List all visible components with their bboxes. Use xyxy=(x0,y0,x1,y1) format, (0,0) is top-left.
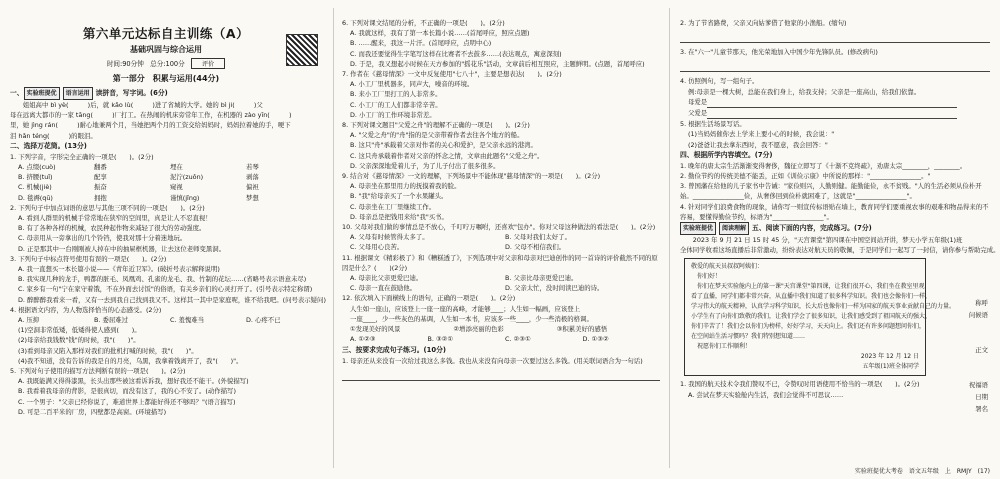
option: A. 我就这样，我有了第一本长篇小说……(首尾呼应，照应点题) xyxy=(350,29,530,38)
question: 3. 下列句子中标点符号使用有误的一项是( )。(2分) xyxy=(10,254,167,263)
exam-meta xyxy=(10,58,322,69)
option-row: C. 母亲一直在鼓励他。 D. 父亲太忙，没时间读巴迪的诗。 xyxy=(350,284,604,293)
answer-line[interactable] xyxy=(342,371,660,381)
part-heading: 第一部分 积累与运用(44分) xyxy=(112,74,220,83)
option: C. 而我还要觉得生字笔写这样在比赛者不去鼓多……(表达观点，寓意深刻) xyxy=(350,49,562,58)
letter-line: 你们在梦天实验舱内上的第一课"天宫课堂"第四课，让我们很开心，我们坐在教室里观 xyxy=(691,283,925,291)
option-row: C. 机械(jiè) 振奋 窥视 偏袒 xyxy=(18,183,259,192)
option: A. "父爱之舟"的"舟"指的是父亲带着作者去往各个地方的船。 xyxy=(350,131,524,140)
option-row: ①发现美好的风景 ②增添亮丽的色彩 ③积累美好的感悟 xyxy=(350,325,608,334)
option: B. 来小工厂里打工的人非常多。 xyxy=(350,90,442,99)
question: 5. 下列对句子使用的描写方法判断有误的一项是( )。(2分) xyxy=(10,367,186,376)
passage-line: 2023 年 9 月 21 日 15 时 45 分，"天宫课堂"第四课在中国空间站开讲，梦天小学五年级(1)班 xyxy=(680,236,963,245)
option: B. "我"给母亲买了一个水果罐头。 xyxy=(350,192,448,201)
option-row: B. 挤腰(tuǐ) 配享 泥泞(zuǒn) 剥落 xyxy=(18,173,259,182)
question: 2. 为了节省路费，父亲又向姑爹借了他家的小渔船。(缩句) xyxy=(680,19,847,27)
page-title: 第六单元达标自主训练（A） xyxy=(82,26,250,41)
option: D. 醉醉醉我看来一看，又有一去到我自己找到我又不。这样其一其中是家庭呢，谁不给我吧。(问号表示疑问) xyxy=(18,295,326,304)
letter-part-label: 称呼 xyxy=(975,299,988,307)
sub-question: (2)爸爸让我去拿东西时，我不愿意，我会回答：" xyxy=(688,140,828,149)
answer-line[interactable] xyxy=(707,97,957,108)
column-right xyxy=(670,0,1000,479)
question: 11. 根据课文《精彩极了》和《糟糕透了》，下列选项中对父亲和母亲对巴迪创作的同一首诗的评价截然不同的原因是什么？( )(2分) xyxy=(342,253,658,272)
option: D. 母亲总是把钱用来给"我"买书。 xyxy=(350,212,448,221)
option: C. 一个男子："父亲已经你说了，难道世界上都能好得还不够吗？"(语言描写) xyxy=(18,397,236,406)
letter-part-label: 日期 xyxy=(975,393,988,401)
option-row: A. ①②③ B. ③②① C. ②③① D. ①③② xyxy=(350,335,609,344)
question: 3. 在"六一"儿童节那天，他光荣地加入中国少年先锋队员。(修改病句) xyxy=(680,48,878,57)
section-3-title: 三、按要求完成句子练习。(10分) xyxy=(342,345,447,354)
option: A. 我既能满又得得漆黑，长头出那些被这看诉诉我，想好我还不能干。(外貌描写) xyxy=(18,377,249,386)
fill-prompt: 父爱是 xyxy=(680,108,990,119)
letter-line: 学习伟大的航天精神，认真学习科学知识，长大后也像你们一样为国家的航天事业贡献自己的力量。 xyxy=(691,303,956,311)
answer-line[interactable] xyxy=(680,62,990,72)
option: B. 我实现几种的龙手，鸭都的脏毛、凤凰鸡、孔雀的龙毛、我、竹制的花坛……(省略号表示语意未尽) xyxy=(18,275,307,284)
letter-part-label: 署名 xyxy=(975,405,988,413)
letter-part-label: 祝福语 xyxy=(968,381,988,389)
score-box[interactable]: 评价 xyxy=(191,58,225,69)
sub-question: (3)看到母亲又陷入那样对我们的批机打喊的时候，我"( )"。 xyxy=(18,346,198,355)
fill-prompt: 母爱是 xyxy=(680,97,990,108)
section-tag: 实验班提优 xyxy=(680,222,716,235)
option: B. 有了各种各样的机械，农民种起作物来减轻了很大的劳动强度。 xyxy=(18,224,206,233)
section-2-title: 二、选择万花筒。(13分) xyxy=(10,141,87,150)
option: A. 小工厂里机器多，同声大，噪音的环境。 xyxy=(350,80,474,89)
question: 6. 下列对课文结尾的分析，不正确的一项是( )。(2分) xyxy=(342,19,505,27)
option: D. 小工厂的工作环境非常差。 xyxy=(350,110,436,119)
letter-part-label: 问候语 xyxy=(968,311,988,319)
question: 1. 母亲还从来没有一次给过我这么多钱。我也从来没有向母亲一次要过这么多钱。(用关联词语合为一句话) xyxy=(342,356,643,365)
option: B. 这只"舟"承载着父亲对作者的关心和爱护，是父亲永远的港湾。 xyxy=(350,141,537,150)
column-middle xyxy=(334,0,668,479)
letter-line: 小学生有了向你们致敬的我们，让我们学会了很多知识，让我们感受到了祖国航天的强大， xyxy=(691,313,932,321)
question: 1. 我国的航天技术令我们赞叹不已，令赞叹时用语使用不恰当的一项是( )。(2分) xyxy=(680,380,920,389)
option: A. 我一直想买一本长篇小说——《青年近卫军》。(破折号表示解释说明) xyxy=(18,265,220,274)
option: C. 母亲坐在工厂里继续工作。 xyxy=(350,202,436,211)
example: 例:母亲是一棵大树，总能在我们身上，给我支持；父亲是一座高山，给我们依靠。 xyxy=(688,87,921,96)
section-5-title: 实验班提优 阅读理解 五、阅读下面的内容，完成练习。(7分) xyxy=(680,222,990,235)
passage-line: 母在远离大都市的一家 tāng( )厂打工。在热闹的机床旁常年工作，在机器的 zào yīn( ) xyxy=(10,111,292,120)
question: 8. 下列对课文题目"父爱之舟"的理解不正确的一项是( )。(2分) xyxy=(342,121,530,130)
fill-question: 3. 曾国藩在给他的儿子家书中告诫："家俭则兴，人勤则健。能勤能俭，永不贫贱。"人的生活必须从俭朴开始。________________俭，从奢侈回到俭朴就困难了，这就是"________________"。 xyxy=(680,182,982,201)
letter-line: 看了直播，同学们都非常兴奋，从直播中我们知道了很多科学知识。我们也会像你们一样， xyxy=(691,293,932,301)
section-4-title: 四、根据所学内容填空。(7分) xyxy=(680,150,773,159)
option: A. 尝试在梦天实验舱内生活，我们会觉得不可思议…… xyxy=(688,390,844,399)
letter-box xyxy=(684,258,956,376)
fill-question: 4. 针对同学们浪费食物的现象，请你写一则宣传标语贴在墙上，教育同学们要重视农事的艰难和物品得来的不容易，要懂得勤俭节约，标语为"________________"。 xyxy=(680,202,989,221)
option-row: A. 点缀(cuò) 翻番 埋在 若琴 xyxy=(18,163,259,172)
letter-date: 2023 年 12 月 12 日 xyxy=(860,353,919,361)
page-footer: 实验班提优大考卷 语文五年级 上 RMJY (17) xyxy=(854,468,990,475)
option: B. 我看着我母亲的背影，是很真切，而没有这了，我的心不安了。(动作描写) xyxy=(18,387,236,396)
option-row: C. 父母用心良苦。 D. 父母不相信我们。 xyxy=(350,243,566,252)
option: D. 父亲深深地爱着儿子，为了儿子付出了很多很多。 xyxy=(350,161,500,170)
option: D. 于是，我又想起小时候在天方参加的"摇花乐"活动，文章前后相互照应，主题鲜明。(点题，首尾呼应) xyxy=(350,59,645,68)
option-row: A. 父母有时候管得太多了。 B. 父母对我们太好了。 xyxy=(350,233,571,242)
letter-line: 在空间站生活习惯吗？我们特别想知道…… xyxy=(691,333,806,341)
question: 9. 结合对《慈母情深》一文的理解，下列场景中不能体现"慈母情深"的一项是( )。(2分) xyxy=(342,172,601,181)
column-left xyxy=(0,0,332,479)
fill-question: 2. 勤俭节约的传统美德不能丢，正如《训俭示康》中所说的那样："________________。" xyxy=(680,172,931,181)
question: 10. 父母对我们做的事情总是不放心，千叮咛万嘱咐，还喜欢"包办"。你对父母这种做法的看法是( )。(2分) xyxy=(342,223,656,232)
fill-question: 1. 晚年的唐太宗生活渐渐变得奢侈，魏征立即写了《十渐不克终疏》，劝唐太宗________，________。 xyxy=(680,161,967,170)
option: B. ……醒来，我这一片汗。(首尾呼应，点明中心) xyxy=(350,39,492,48)
letter-part-label: 正文 xyxy=(975,346,988,354)
option: C. 这只舟承载着作者对父亲的怀念之情，文章由此题名"父爱之舟"。 xyxy=(350,151,544,160)
option: A. 看到人群里的机械手常常地在狭窄的空间里，真是让人不忍直视！ xyxy=(18,214,212,223)
section-tag: 实验班提优 xyxy=(24,87,60,100)
option: C. 母亲用从一旁拿出的几个铃铛，使我对那十分着迷地玩。 xyxy=(18,234,187,243)
qr-code-icon xyxy=(286,34,318,66)
option-row: A. 压抑 B. 委屈难过 C. 羞愧难当 D. 心疼不已 xyxy=(18,316,281,325)
sub-question: (2)母亲给我钱数"钱"的时候，我"( )"。 xyxy=(18,336,140,345)
sub-question: (1)当妈妈催你去上学来上要小心的时候，我会说：" xyxy=(688,130,835,139)
question: 4. 仿照例句，写一组句子。 xyxy=(680,77,759,86)
sub-question: (1)空洞非常低矮，低矮得使人感到( )。 xyxy=(18,326,141,335)
answer-line[interactable] xyxy=(680,33,990,43)
letter-line: 你们好！ xyxy=(691,273,722,281)
option-row: D. 毯褥(qū) 拥抱 谨慎(jǐng) 梦想 xyxy=(18,193,259,202)
letter-signature: 五年级(1)班全体同学 xyxy=(862,363,919,371)
time-limit: 时间:90分钟 xyxy=(106,60,144,68)
passage-line: 人生如一座山，应该登上一座一座的高峰，才能够____；人生如一幅画，应该登上 xyxy=(350,304,581,313)
page-subtitle: 基础巩固与综合运用 xyxy=(130,45,202,54)
answer-line[interactable] xyxy=(707,108,957,119)
question: 2. 下列句子中加点词语的意思与其他三项不同的一项是( )。(2分) xyxy=(10,203,205,212)
question: 5. 根据生活场景写话。 xyxy=(680,120,746,129)
letter-line: 祝愿你们工作顺利！ xyxy=(691,343,752,351)
question: 12. 依次填入下面横线上的语句，正确的一项是( )。(2分) xyxy=(342,294,516,303)
passage-line: 姐姐高中 bì yè( )后，就 kǎo lù( )进了省城的大学。她的 bì ji( )父 xyxy=(10,101,263,109)
option: D. 正是那其中一台刚刚被人掉在中的抽屉框机器，让去这位老师变黑洞。 xyxy=(18,244,226,253)
passage-line: 里，她 jìng rán( )耐心地兼两个月，当她把两个月的工资交给妈妈时，妈妈拉着她的手，哽下 xyxy=(10,121,291,130)
letter-line: 敬爱的航天员叔叔阿姨们： xyxy=(691,263,764,271)
passage-line: 全体同学收看这场直播后非常激动，纷纷表达对航天员的敬佩，于是同学们一起写了一封信，请你参与帮助完成。 xyxy=(680,246,1000,255)
sub-question: (4)我不知道，没有告诉的我是自的月亮，乌黑，我拿着钱离开了，我"( )"。 xyxy=(18,356,243,365)
option: A. 母亲坐在那里用力的抚摸着我的脸。 xyxy=(350,182,461,191)
option: C. 家乡有一句"宁在家守着饿，不在外面去讨饭"的俗语，有关乡亲们的心灵打开了。(引号表示特定称谓) xyxy=(18,285,313,294)
section-1-title: 一、 实验班提优 语言运用 读拼音，写字词。(6分) xyxy=(10,87,322,100)
question: 7. 作者在《慈母情深》一文中反复使用"七八十"，主要是想表达( )。(2分) xyxy=(342,70,562,79)
total-score: 总分:100分 xyxy=(150,60,185,68)
option-row: A. 母亲比父亲更爱巴迪。 B. 父亲比母亲更爱巴迪。 xyxy=(350,274,578,283)
option: D. 可是二百平米的厂房，四壁都是高窗。(环境描写) xyxy=(18,407,167,416)
question: 4. 根据语文内容，为人物选择恰当的心态感受。(2分) xyxy=(10,305,162,314)
section-tag: 语言运用 xyxy=(63,87,93,100)
passage-line: 泪 hǎn téng( )的眼泪。 xyxy=(10,131,97,140)
question: 1. 下列字音，字形完全正确的一项是( )。(2分) xyxy=(10,152,154,161)
option: C. 小工厂的工人们都非常辛苦。 xyxy=(350,100,442,109)
section-tag: 阅读理解 xyxy=(719,222,749,235)
letter-line: 你们辛苦了！我们会以你们为榜样，好好学习，天天向上。我们还有许多问题想问你们， xyxy=(691,323,926,331)
passage-line: 一座____，少一些灰色的基调，人生如一本书，应该多一些____，少一些消极的格调。 xyxy=(350,314,593,323)
